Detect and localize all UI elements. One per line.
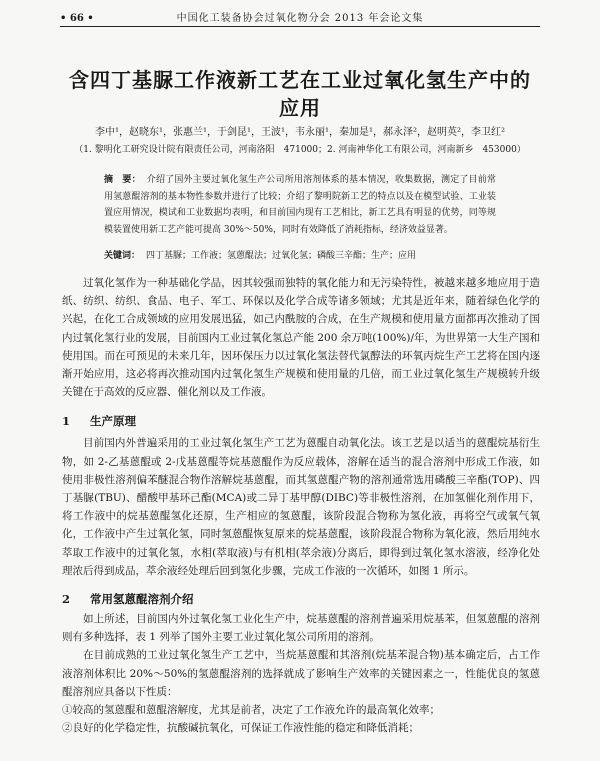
section-2-heading	[62, 590, 540, 608]
property-item: ②良好的化学稳定性，抗酸碱抗氧化，可保证工作液性能的稳定和降低消耗；	[62, 722, 419, 735]
section-1-heading	[62, 412, 540, 430]
section-1-paragraph: 目前国内外普遍采用的工业过氧化氢生产工艺为蒽醌自动氧化法。该工艺是以适当的蒽醌烷基衍生物，如 2-乙基蒽醌或 2-戊基蒽醌等烷基蒽醌作为反应载体，溶解在适当的混合溶剂中形成工作液，如使用非极性溶剂偏苯醚混合物作溶解烷基蒽醌，而其氢蒽醌产物的溶剂通常选用磷酸三辛酯(TOP)、四丁基脲(TBU)、醋酸甲基环己酯(MCA)或二异丁基甲醇(DIBC)等非极性溶剂，在加氢催化剂作用下，将工作液中的烷基蒽醌氢化还原，生产相应的氢蒽醌，该阶段混合物称为氢化液，再将空气或氧气氧化，工作液中产生过氧化氢，同时氢蒽醌恢复原来的烷基蒽醌，该阶段混合物称为氧化液，然后用纯水萃取工作液中的过氧化氢，水相(萃取液)与有机相(萃余液)分离后，即得到过氧化氢水溶液，经净化处理浓后得到成品，萃余液经处理后回到氢化步骤，完成工作液的一次循环，如图 1 所示。	[62, 437, 540, 577]
section-2-paragraph-1: 如上所述，目前国内外过氧化氢工业化生产中，烷基蒽醌的溶剂普遍采用烷基苯，但氢蒽醌的溶剂则有多种选择，表 1 列举了国外主要工业过氧化氢公司所用的溶剂。	[62, 613, 540, 644]
abstract-text: 介绍了国外主要过氧化氢生产公司所用溶剂体系的基本情况，收集数据，测定了目前常用氢蒽醌溶剂的基本物性参数并进行了比较；介绍了黎明院新工艺的特点以及在模型试验、工业装置应用情况，模试和工业数据均表明，和目前国内现有工艺相比，新工艺具有明显的优势，同等规模装置使用新工艺产能可提高 30%～50%，同时有效降低了消耗指标，经济效益显著。	[104, 175, 496, 235]
author-list: 李中¹，赵晓东¹，张惠兰¹，于剑昆¹，王波¹，韦永丽¹，秦加是¹，郝永泽²，赵明英²，李卫红²	[94, 127, 506, 138]
abstract-label: 摘 要：	[104, 175, 141, 185]
section-1-number: 1	[62, 414, 71, 429]
intro-paragraph: 过氧化氢作为一种基础化学品，因其较强而独特的氧化能力和无污染特性，被越来越多地应用于造纸、纺织、纺织、食品、电子、军工、环保以及化学合成等诸多领域；尤其是近年来，随着绿色化学的兴起，在化工合成领域的应用发展迅猛，如己内酰胺的合成，在生产规模和使用量方面都再次推动了国内过氧化氢行业的发展，目前国内工业过氧化氢总产能 200 余万吨(100%)/年，为世界第一大生产国和使用国。而在可预见的未来几年，因环保压力以过氧化氢法替代氯醇法的环氧丙烷生产工艺将在国内逐渐开始应用，这必将再次推动国内过氧化氢生产规模和使用量的几倍，而工业过氧化氢生产规模转升级关键在于高效的反应器、催化剂以及工作液。	[62, 277, 540, 399]
keywords-label: 关键词：	[104, 251, 141, 261]
body-text	[62, 274, 540, 737]
section-1-title: 生产原理	[90, 414, 136, 429]
page-number: • 66 •	[60, 13, 94, 24]
abstract-block	[104, 172, 496, 238]
keywords-block	[104, 249, 496, 263]
affiliation: （1. 黎明化工研究设计院有限责任公司，河南洛阳 471000；2. 河南神华化工有限公司，河南新乡 453000）	[74, 145, 526, 155]
journal-title: 中国化工装备协会过氧化物分会 2013 年会论文集	[176, 13, 424, 24]
property-item: ①较高的氢蒽醌和蒽醌溶解度，尤其是前者，决定了工作液允许的最高氧化效率；	[62, 704, 440, 717]
section-2-paragraph-2: 在目前成熟的工业过氧化氢生产工艺中，当烷基蒽醌和其溶剂(烷基苯混合物)基本确定后，占工作液溶剂体积比 20%～50%的氢蒽醌溶剂的选择就成了影响生产效率的关键因素之一，性能优良的氢蒽醌溶剂应具备以下性质：	[62, 649, 540, 698]
keywords-text: 四丁基脲；工作液；氢蒽醌法；过氧化氢；磷酸三辛酯；生产；应用	[146, 251, 417, 261]
paper-title: 含四丁基脲工作液新工艺在工业过氧化氢生产中的应用	[69, 68, 531, 120]
running-header	[60, 12, 540, 27]
section-2-number: 2	[62, 592, 71, 607]
section-2-title: 常用氢蒽醌溶剂介绍	[90, 592, 194, 607]
